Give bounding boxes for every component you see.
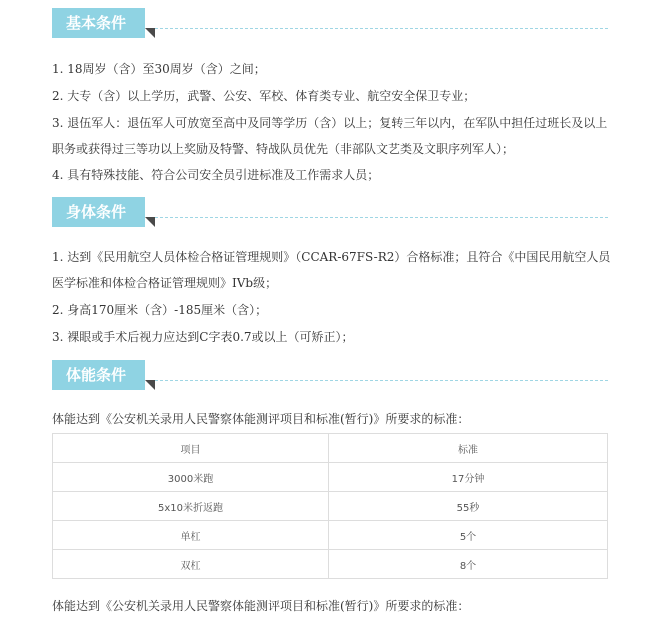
column-header: 项目 <box>53 434 329 463</box>
table-cell: 单杠 <box>53 521 329 550</box>
fold-corner-icon <box>145 217 155 227</box>
list-item: 医学标准和体检合格证管理规则》IVb级； <box>52 276 278 290</box>
table-cell: 55秒 <box>329 492 608 521</box>
fitness-outro: 体能达到《公安机关录用人民警察体能测评项目和标准(暂行)》所要求的标准： <box>52 599 470 613</box>
list-item: 职务或获得过三等功以上奖励及特警、特战队员优先（非部队文艺类及文职序列军人）； <box>52 142 515 156</box>
fold-corner-icon <box>145 28 155 38</box>
list-item: 3. 裸眼或手术后视力应达到C字表0.7或以上（可矫正）； <box>52 330 354 344</box>
table-cell: 8个 <box>329 550 608 579</box>
divider <box>155 380 608 381</box>
table-row <box>53 492 608 521</box>
list-item: 2. 身高170厘米（含）-185厘米（含）； <box>52 303 268 317</box>
section-title: 基本条件 <box>52 8 145 38</box>
table-cell: 3000米跑 <box>53 463 329 492</box>
list-item: 1. 达到《民用航空人员体检合格证管理规则》（CCAR-67FS-R2）合格标准；且符合《中国民用航空人员 <box>52 250 611 264</box>
fitness-intro: 体能达到《公安机关录用人民警察体能测评项目和标准(暂行)》所要求的标准： <box>52 412 470 426</box>
list-item: 2. 大专（含）以上学历，武警、公安、军校、体育类专业、航空安全保卫专业； <box>52 89 476 103</box>
table-row <box>53 463 608 492</box>
divider <box>155 28 608 29</box>
table-cell: 17分钟 <box>329 463 608 492</box>
table-cell: 5x10米折返跑 <box>53 492 329 521</box>
divider <box>155 217 608 218</box>
list-item: 1. 18周岁（含）至30周岁（含）之间； <box>52 62 266 76</box>
list-item: 4. 具有特殊技能、符合公司安全员引进标准及工作需求人员； <box>52 168 380 182</box>
table-cell: 5个 <box>329 521 608 550</box>
section-header-physical <box>52 197 608 227</box>
fitness-standards-table <box>52 433 608 579</box>
list-item: 3. 退伍军人：退伍军人可放宽至高中及同等学历（含）以上；复转三年以内，在军队中担任过班长及以上 <box>52 116 608 130</box>
section-title: 体能条件 <box>52 360 145 390</box>
table-row <box>53 521 608 550</box>
table-cell: 双杠 <box>53 550 329 579</box>
column-header: 标准 <box>329 434 608 463</box>
section-title: 身体条件 <box>52 197 145 227</box>
fold-corner-icon <box>145 380 155 390</box>
section-header-fitness <box>52 360 608 390</box>
table-header-row <box>53 434 608 463</box>
section-header-basic <box>52 8 608 38</box>
table-row <box>53 550 608 579</box>
